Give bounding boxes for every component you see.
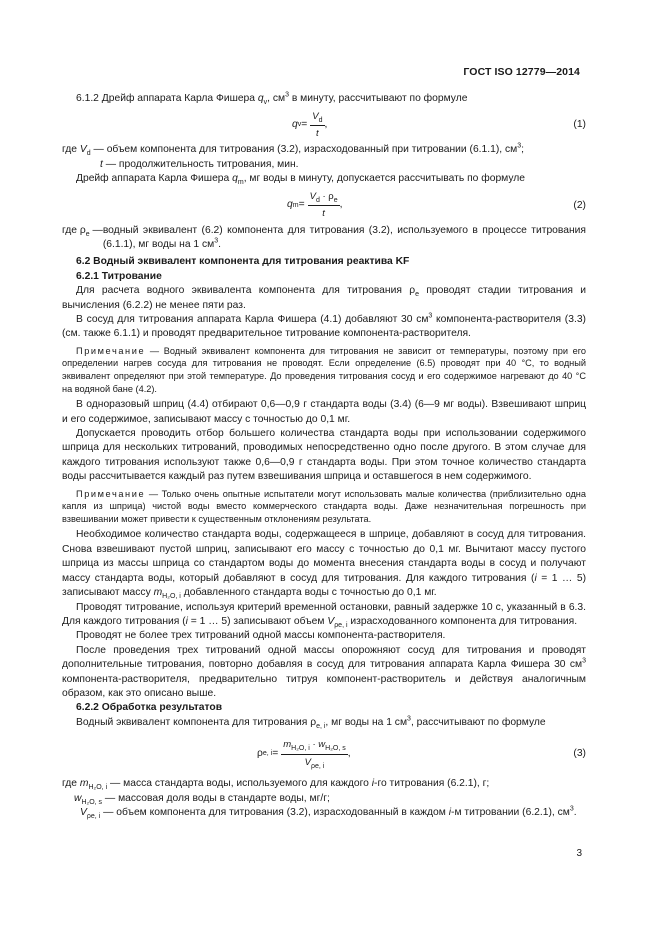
paragraph-1: Для расчета водного эквивалента компонента для титрования $\rho_e$ проводят стадии титрования и вычисления (6.2.2) не менее пяти раз.: [62, 285, 586, 311]
paragraph-6: Проводят титрование, используя критерий временной остановки, равный задержке 10 с, указанный в 6.3. Для каждого титрования (i = 1 … 5) записывают объем $V_{\rho e, i}$ израсходованного компонента для титрования.: [62, 601, 586, 629]
note-1: Примечание — Водный эквивалент компонента для титрования не зависит от температуры, поэтому при его определении нагрев сосуда для титрования не проводят. Если определение (6.5) проводят при 40 °С, то водный эквивалент определяют при этой температуре. До проведения титрования сосуд и его содержимое нагревают до 40 °С на водяной бане (4.2).: [62, 345, 586, 394]
paragraph-drift-mass: Дрейф аппарата Карла Фишера $q_m$, мг воды в минуту, допускается рассчитывать по формуле: [76, 173, 526, 187]
section-heading-6-2-1: 6.2.1 Титрование: [76, 270, 162, 282]
definitions-formula-3: [62, 777, 586, 820]
paragraph-4: Допускается проводить отбор большего количества стандарта воды при использовании содержимого шприца для нескольких титрований, проводимых непосредственно одно после другого. В этом случае для каждого титрования используют также 0,6—0,9 г стандарта воды. При этом точное количество стандарта воды рассчитывается каждый раз путем взвешивания шприца и оставшегося в нем содержимого.: [62, 428, 586, 483]
paragraph-9: Водный эквивалент компонента для титрования $\rho_{e, i}$, мг воды на 1 $см^3$, рассчитывают по формуле: [76, 715, 546, 730]
paragraph-7: Проводят не более трех титрований одной массы компонента-растворителя.: [76, 630, 446, 642]
formula-number-3: (3): [573, 747, 586, 759]
definition-rho-e: где $\rho_e$ — водный эквивалент (6.2) компонента для титрования (3.2), используемого в процессе титрования (6.1.1), мг воды на 1 $см^3$.: [62, 224, 586, 251]
page-number: 3: [576, 848, 582, 859]
page-content: [62, 92, 586, 820]
definition-t: t — продолжительность титрования, мин.: [100, 158, 299, 170]
definitions-formula-1: [62, 143, 586, 172]
paragraph-3: В одноразовый шприц (4.4) отбирают 0,6—0,9 г стандарта воды (3.4) (6—9 мг воды). Взвешивают шприц и его содержимое, записывают массу с точностью до 0,1 мг.: [62, 399, 586, 425]
formula-3: ρ e, i = $\frac{m_{H_2O, i} \cdot w_{H_2O, s}}{V_{\rho e, i}}$ , (3): [257, 739, 586, 770]
paragraph-8: После проведения трех титрований одной массы опорожняют сосуд для титрования и проводят дополнительные титрования, повторно добавляя в сосуд для титрования аппарата Карла Фишера 30 $см^3$ компонента-растворителя, предварительно титруя компонент-растворитель и действуя аналогичным образом, как это описано выше.: [62, 644, 586, 699]
section-heading-6-2-2: 6.2.2 Обработка результатов: [76, 702, 223, 714]
paragraph-6-1-2: 6.1.2 Дрейф аппарата Карла Фишера $q_v$, $см^3$ в минуту, рассчитывают по формуле: [76, 91, 468, 107]
definition-w-h2o: $w_{H_2O, s}$ — массовая доля воды в стандарте воды, мг/г;: [74, 792, 330, 806]
paragraph-5: Необходимое количество стандарта воды, содержащееся в шприце, добавляют в сосуд для титрования. Снова взвешивают пустой шприц, записывают его массу с точностью до 0,1 мг. Вычитают массу пустого шприца из массы шприца со стандартом воды до момента внесения стандарта воды в сосуд и получают массу стандарта воды, который добавляют в сосуд для титрования. Для каждого титрования (i = 1 … 5) записывают массу $m_{H_2O, i}$ добавленного стандарта воды с точностью до 0,1 мг.: [62, 529, 587, 601]
definition-vd: где $V_d$ — объем компонента для титрования (3.2), израсходованный при титровании (6.1.1), $см^3$;: [62, 142, 525, 158]
formula-number-2: (2): [573, 199, 586, 211]
definition-m-h2o: где $m_{H_2O, i}$ — масса стандарта воды, используемого для каждого i-го титрования (6.2.1), г;: [62, 778, 490, 792]
note-2: Примечание — Только очень опытные испытатели могут использовать малые количества (приблизительно одна капля из шприца) чистой воды вместо коммерческого стандарта воды. Даже незначительная погрешность при взвешивании может привести к существенным отклонениям результата.: [62, 488, 586, 524]
formula-number-1: (1): [573, 119, 586, 131]
definition-v-rho: $V_{\rho e, i}$ — объем компонента для титрования (3.2), израсходованный в каждом i-м титровании (6.2.1), $см^3$.: [80, 805, 577, 821]
page-header: ГОСТ ISO 12779—2014: [463, 66, 580, 78]
section-heading-6-2: 6.2 Водный эквивалент компонента для титрования реактива KF: [76, 256, 410, 268]
paragraph-2: В сосуд для титрования аппарата Карла Фишера (4.1) добавляют 30 $см^3$ компонента-растворителя (3.3) (см. также 6.1.1) и проводят предварительное титрование компонента-растворителя.: [62, 312, 586, 340]
formula-2: q m = $\frac{V_d \cdot \rho_e}{t}$ , (2): [287, 190, 586, 220]
formula-1: q v = $\frac{V_d}{t}$ , (1): [292, 110, 586, 139]
